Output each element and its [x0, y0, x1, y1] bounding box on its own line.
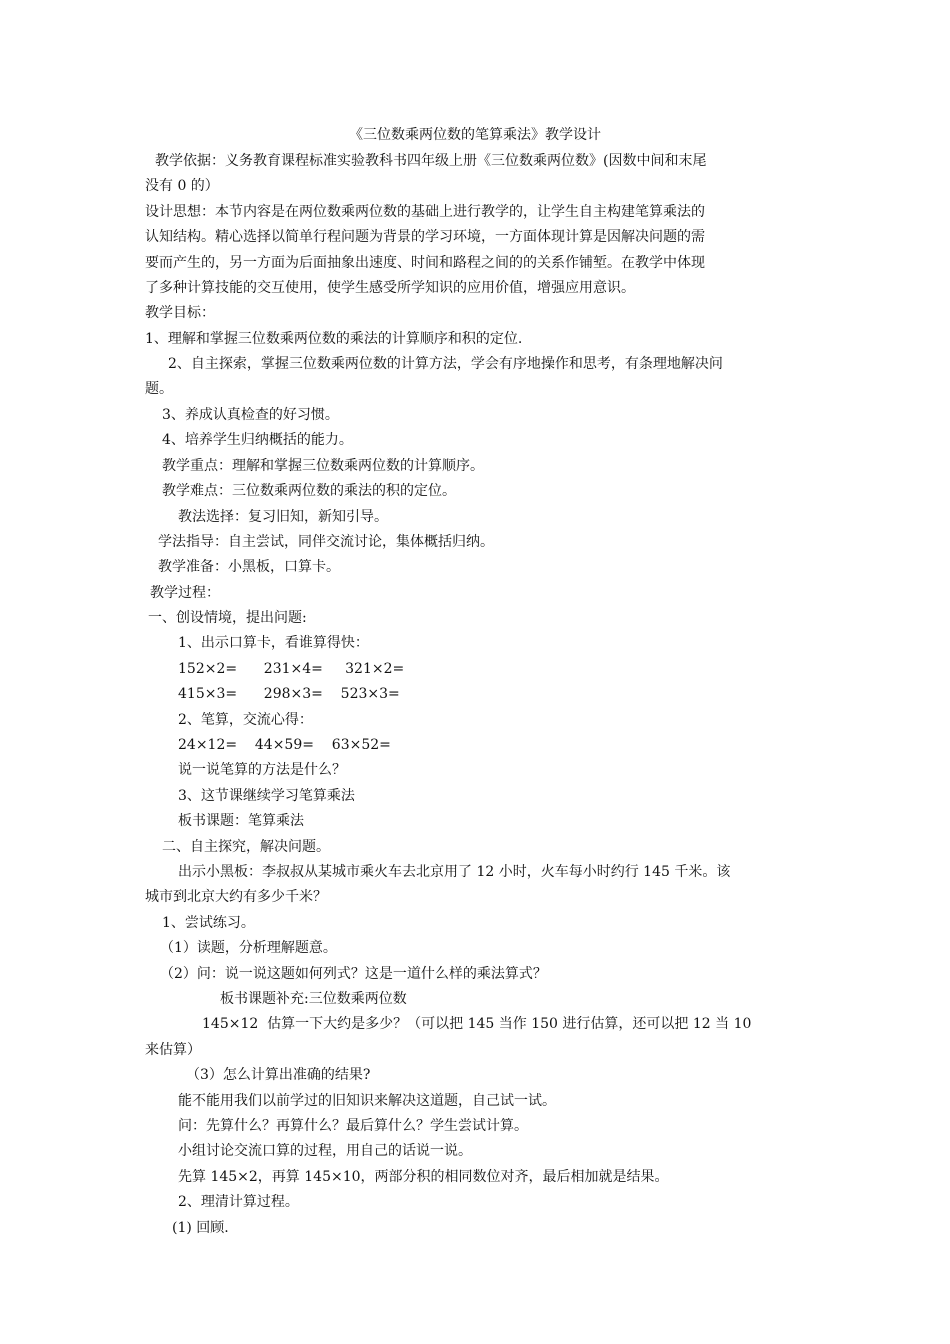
design-idea-line-4: 了多种计算技能的交互使用，使学生感受所学知识的应用价值，增强应用意识。 [145, 280, 635, 296]
teaching-basis-line-1: 教学依据：义务教育课程标准实验教科书四年级上册《三位数乘两位数》(因数中间和末尾 [155, 153, 707, 169]
mental-calc-row-1: 152×2= 231×4= 321×2= [178, 661, 405, 677]
section-1-step-1: 1、出示口算卡，看谁算得快： [178, 635, 369, 651]
goal-1: 1、理解和掌握三位数乘两位数的乘法的计算顺序和积的定位. [145, 331, 523, 347]
problem-line-2: 城市到北京大约有多少千米？ [145, 889, 327, 905]
board-title-2: 板书课题补充:三位数乘两位数 [220, 991, 407, 1007]
question-1: 能不能用我们以前学过的旧知识来解决这道题，自己试一试。 [178, 1093, 556, 1109]
question-2: 问：先算什么？再算什么？最后算什么？学生尝试计算。 [178, 1118, 528, 1134]
teaching-prep: 教学准备：小黑板，口算卡。 [158, 559, 340, 575]
written-calc-row: 24×12= 44×59= 63×52= [178, 737, 391, 753]
board-title-1: 板书课题：笔算乘法 [178, 813, 304, 829]
try-practice: 1、尝试练习。 [162, 915, 255, 931]
document-title: 《三位数乘两位数的笔算乘法》教学设计 [349, 127, 601, 143]
study-guidance: 学法指导：自主尝试，同伴交流讨论，集体概括归纳。 [158, 534, 494, 550]
estimate-line-2: 来估算） [145, 1042, 201, 1058]
design-idea-line-3: 要而产生的，另一方面为后面抽象出速度、时间和路程之间的的关系作铺堑。在教学中体现 [145, 255, 705, 271]
question-4: 先算 145×2，再算 145×10，两部分积的相同数位对齐，最后相加就是结果。 [178, 1169, 669, 1185]
estimate-line-1: 145×12 估算一下大约是多少？（可以把 145 当作 150 进行估算，还可以把 12 当 10 [202, 1016, 752, 1032]
difficulty: 教学难点：三位数乘两位数的乘法的积的定位。 [162, 483, 456, 499]
review: (1) 回顾. [172, 1220, 229, 1236]
design-idea-line-2: 认知结构。精心选择以简单行程问题为背景的学习环境，一方面体现计算是因解决问题的需 [145, 229, 705, 245]
section-1-heading: 一、创设情境，提出问题: [148, 610, 307, 626]
teaching-process: 教学过程： [150, 585, 220, 601]
section-1-step-2: 2、笔算，交流心得： [178, 712, 313, 728]
design-idea-line-1: 设计思想：本节内容是在两位数乘两位数的基础上进行教学的，让学生自主构建笔算乘法的 [145, 204, 705, 220]
section-1-step-3: 3、这节课继续学习笔算乘法 [178, 788, 355, 804]
teaching-basis-line-2: 没有 0 的） [145, 178, 219, 194]
section-2-step-2: 2、理清计算过程。 [178, 1194, 299, 1210]
key-point: 教学重点：理解和掌握三位数乘两位数的计算顺序。 [162, 458, 484, 474]
section-2-heading: 二、自主探究，解决问题。 [162, 839, 330, 855]
goal-2-line-1: 2、自主探索，掌握三位数乘两位数的计算方法，学会有序地操作和思考，有条理地解决问 [168, 356, 723, 372]
mental-calc-row-2: 415×3= 298×3= 523×3= [178, 686, 400, 702]
try-step-3: （3）怎么计算出准确的结果? [186, 1067, 371, 1083]
problem-line-1: 出示小黑板：李叔叔从某城市乘火车去北京用了 12 小时，火车每小时约行 145 千米。该 [178, 864, 731, 880]
goal-4: 4、培养学生归纳概括的能力。 [162, 432, 353, 448]
goals-heading: 教学目标： [145, 305, 215, 321]
try-step-2: （2）问：说一说这题如何列式？这是一道什么样的乘法算式？ [160, 966, 547, 982]
question-3: 小组讨论交流口算的过程，用自己的话说一说。 [178, 1143, 472, 1159]
ask-method: 说一说笔算的方法是什么？ [178, 762, 346, 778]
goal-3: 3、养成认真检查的好习惯。 [162, 407, 339, 423]
goal-2-line-2: 题。 [145, 381, 173, 397]
try-step-1: （1）读题，分析理解题意。 [160, 940, 337, 956]
teaching-method: 教法选择：复习旧知，新知引导。 [178, 509, 388, 525]
